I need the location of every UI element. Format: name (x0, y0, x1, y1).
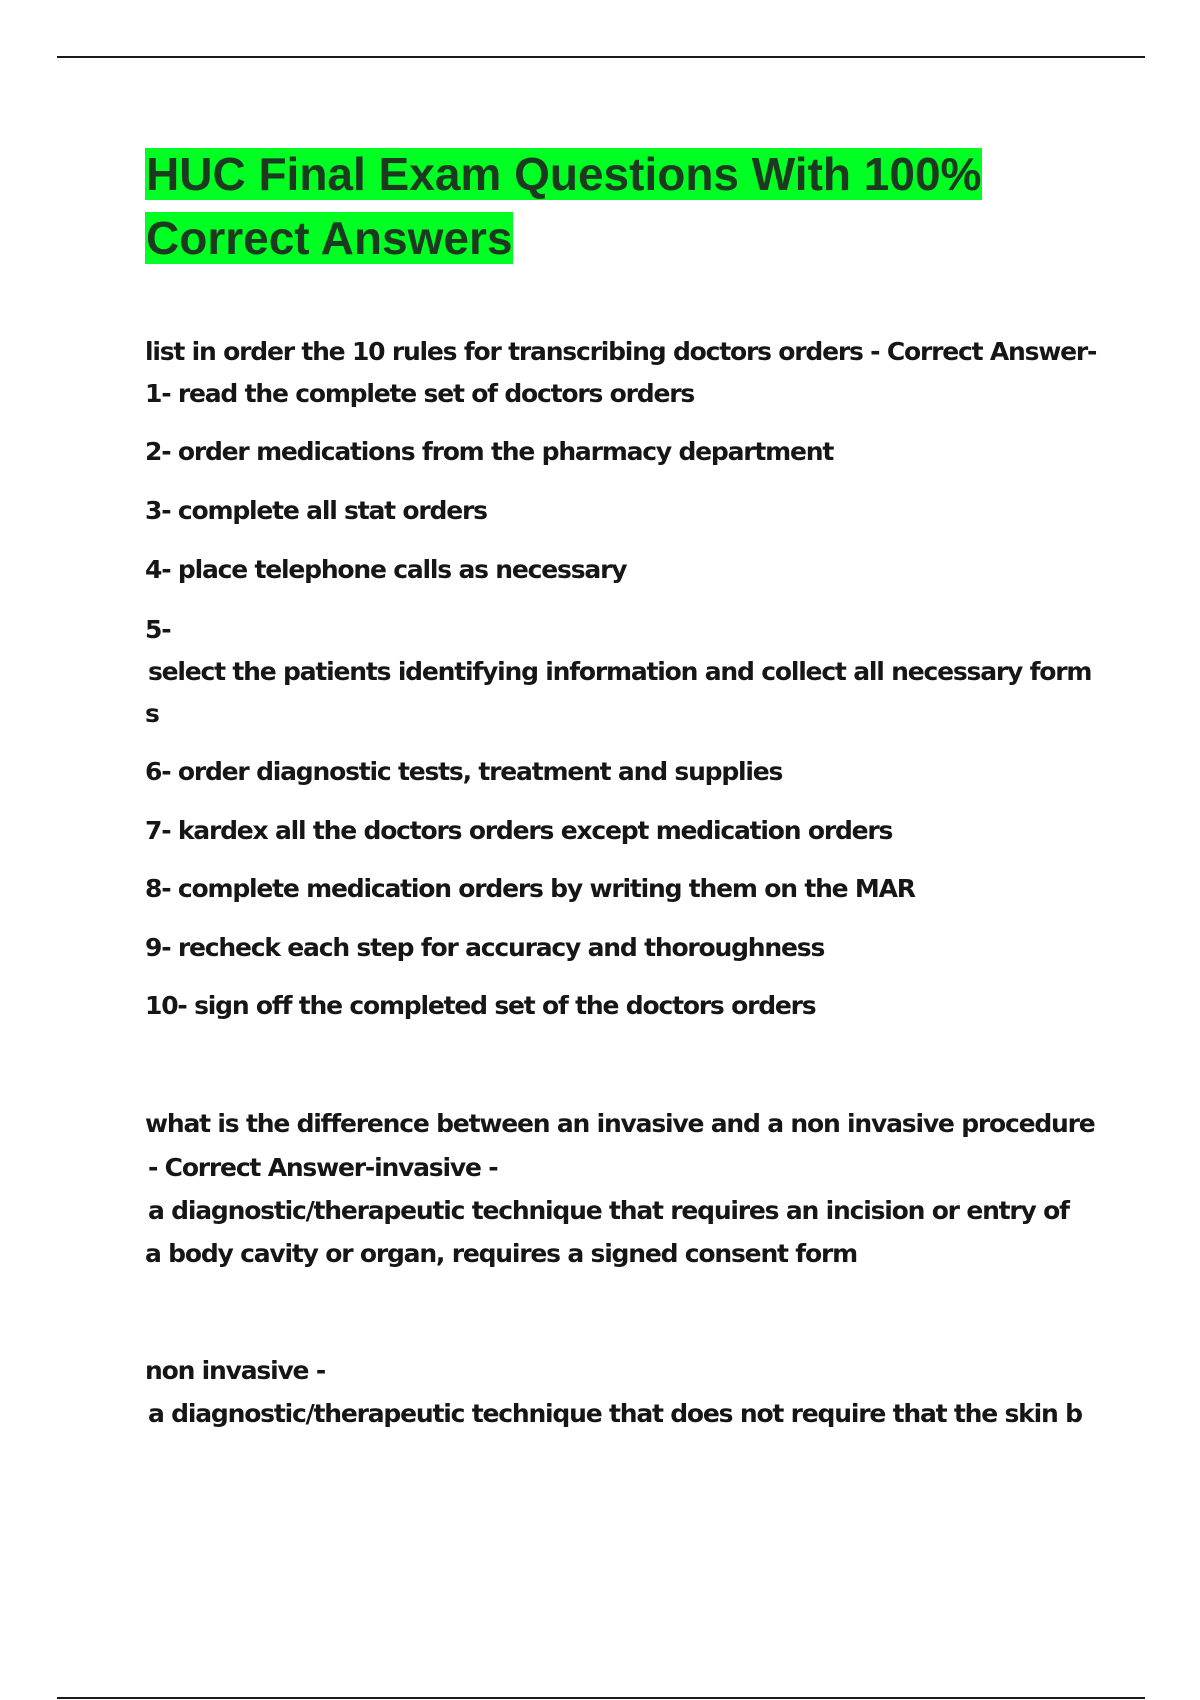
non-invasive-definition: a diagnostic/therapeutic technique that does not require that the skin b (148, 1399, 1082, 1428)
non-invasive-label: non invasive - (145, 1356, 325, 1385)
bottom-rule (57, 1697, 1145, 1699)
question-2: what is the difference between an invasive and a non invasive procedure (145, 1109, 1095, 1138)
step-5-text: select the patients identifying information and collect all necessary form (148, 657, 1092, 686)
answer-line-3: a body cavity or organ, requires a signed consent form (145, 1239, 857, 1268)
step-9: 9- recheck each step for accuracy and thoroughness (145, 933, 825, 962)
step-5-number: 5- (145, 615, 171, 644)
step-7: 7- kardex all the doctors orders except medication orders (145, 816, 893, 845)
step-5-wrap: s (145, 699, 159, 728)
title-line-1: HUC Final Exam Questions With 100% (146, 148, 982, 200)
top-rule (57, 56, 1145, 58)
step-1: 1- read the complete set of doctors orders (145, 379, 695, 408)
title-line-2: Correct Answers (146, 212, 513, 264)
step-10: 10- sign off the completed set of the doctors orders (145, 991, 816, 1020)
question-1: list in order the 10 rules for transcribing doctors orders - Correct Answer- (145, 337, 1097, 366)
step-3: 3- complete all stat orders (145, 496, 487, 525)
step-2: 2- order medications from the pharmacy department (145, 437, 834, 466)
answer-line-2: a diagnostic/therapeutic technique that requires an incision or entry of (148, 1196, 1069, 1225)
answer-line-1: - Correct Answer-invasive - (148, 1153, 498, 1182)
document-title (145, 142, 1105, 270)
step-4: 4- place telephone calls as necessary (145, 555, 627, 584)
step-6: 6- order diagnostic tests, treatment and supplies (145, 757, 783, 786)
step-8: 8- complete medication orders by writing them on the MAR (145, 874, 915, 903)
